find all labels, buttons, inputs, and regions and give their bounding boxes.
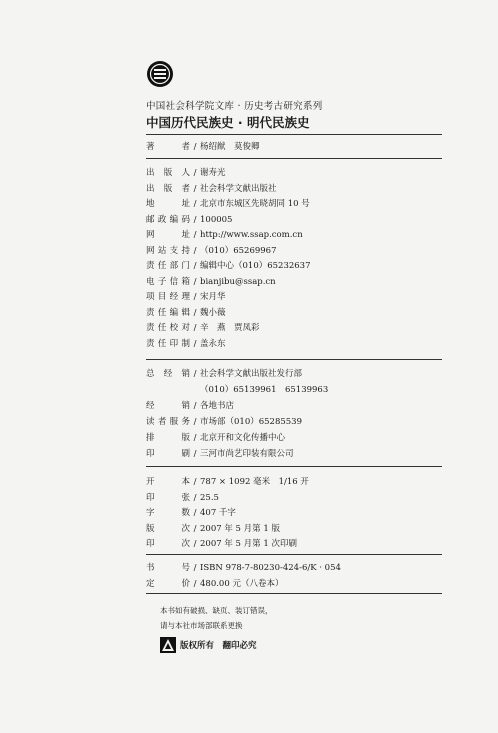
row-separator: /	[193, 508, 197, 518]
row-separator: /	[193, 292, 197, 302]
row-separator: /	[193, 168, 197, 178]
divider	[146, 158, 442, 159]
row-label: 责任校对	[146, 323, 190, 333]
row-separator: /	[193, 214, 197, 225]
row-value: 2007 年 5 月第 1 次印刷	[200, 539, 297, 549]
row-separator: /	[193, 261, 197, 271]
row-value: bianjibu@ssap.cn	[200, 276, 276, 287]
info-row	[146, 167, 226, 179]
info-row	[146, 338, 226, 350]
row-value: 杨绍猷 莫俊卿	[200, 142, 260, 152]
row-label: 经 销	[146, 401, 190, 411]
row-value: 盖永东	[200, 338, 226, 349]
row-value: 787 × 1092 毫米 1/16 开	[200, 477, 309, 487]
info-row	[146, 538, 297, 550]
row-value: 480.00 元（八卷本）	[200, 578, 284, 589]
divider	[146, 134, 442, 135]
row-separator: /	[193, 539, 197, 549]
row-label: 出 版 人	[146, 168, 190, 178]
row-separator: /	[193, 230, 197, 240]
rights-notice	[160, 637, 257, 653]
info-row	[146, 307, 226, 319]
info-row	[146, 198, 310, 210]
row-label: 版 次	[146, 523, 190, 534]
row-value: （010）65139961 65139963	[200, 385, 329, 395]
notice-line-2: 请与本社市场部联系更换	[160, 621, 243, 630]
row-separator: /	[193, 433, 197, 443]
info-row	[146, 416, 302, 428]
row-label: 读者服务	[146, 417, 190, 427]
row-value: 2007 年 5 月第 1 版	[200, 523, 280, 534]
info-row	[146, 229, 303, 241]
row-label: 总 经 销	[146, 369, 190, 379]
series-title: 中国社会科学院文库 · 历史考古研究系列	[146, 101, 323, 112]
info-row	[146, 384, 328, 396]
row-value: 北京市东城区先晓胡同 10 号	[200, 199, 310, 209]
row-value: 407 千字	[200, 508, 236, 518]
row-label: 印 刷	[146, 449, 190, 459]
info-row	[146, 476, 309, 488]
info-row	[146, 276, 276, 288]
row-value: 三河市尚艺印装有限公司	[200, 449, 294, 459]
row-separator: /	[193, 563, 197, 573]
row-label: 排 版	[146, 433, 190, 443]
divider	[146, 554, 442, 555]
info-row	[146, 448, 294, 460]
row-separator: /	[193, 578, 197, 589]
row-separator: /	[193, 523, 197, 534]
row-separator: /	[193, 183, 197, 194]
row-value: 辛 燕 贾凤彩	[200, 323, 260, 333]
row-label: 地 址	[146, 199, 190, 209]
row-separator: /	[193, 369, 197, 379]
row-value: 各地书店	[200, 401, 235, 411]
row-value: 宋月华	[200, 292, 226, 302]
row-label: 著 者	[146, 142, 190, 152]
row-label: 邮政编码	[146, 214, 190, 225]
divider	[146, 593, 442, 594]
row-separator: /	[193, 307, 197, 318]
info-row	[146, 523, 280, 535]
row-value: 市场部（010）65285539	[200, 417, 302, 427]
row-separator	[190, 384, 200, 396]
row-value: 编辑中心（010）65232637	[200, 261, 311, 271]
row-label: 责任编辑	[146, 307, 190, 318]
info-row	[146, 562, 341, 574]
row-separator: /	[193, 401, 197, 411]
divider	[146, 359, 442, 360]
row-label: 项目经理	[146, 292, 190, 302]
row-separator: /	[193, 276, 197, 287]
info-row	[146, 368, 302, 380]
info-row	[146, 432, 285, 444]
info-row	[146, 214, 232, 226]
copyright-warning-icon	[160, 637, 176, 653]
row-value: 魏小薇	[200, 307, 226, 318]
row-label: 印 次	[146, 539, 190, 549]
row-label: 印 张	[146, 492, 190, 503]
info-row	[146, 492, 219, 504]
row-value: 100005	[200, 214, 233, 225]
row-label: 网 址	[146, 230, 190, 240]
row-label: 字 数	[146, 508, 190, 518]
row-separator: /	[193, 142, 197, 152]
row-value: 谢寿光	[200, 168, 226, 178]
info-row	[146, 400, 234, 412]
row-value: ISBN 978-7-80230-424-6/K · 054	[200, 563, 341, 573]
row-label: 定 价	[146, 578, 190, 589]
row-separator: /	[193, 323, 197, 333]
info-row	[146, 507, 236, 519]
row-value: 北京开和文化传播中心	[200, 433, 286, 443]
row-value: http://www.ssap.com.cn	[200, 230, 303, 240]
info-row	[146, 260, 311, 272]
row-label: 开 本	[146, 477, 190, 487]
row-label: 责任印制	[146, 338, 190, 349]
authors-row	[146, 141, 260, 153]
info-row	[146, 291, 226, 303]
info-row	[146, 183, 277, 195]
row-separator: /	[193, 338, 197, 349]
notice-line-1: 本书如有破损、缺页、装订错误，	[160, 606, 273, 615]
row-label	[146, 384, 190, 396]
info-row	[146, 578, 283, 590]
row-label: 责任部门	[146, 261, 190, 271]
row-separator: /	[193, 245, 197, 256]
info-row	[146, 245, 277, 257]
row-value: 社会科学文献出版社	[200, 183, 277, 194]
info-row	[146, 322, 260, 334]
book-title: 中国历代民族史 · 明代民族史	[146, 115, 310, 130]
row-separator: /	[193, 199, 197, 209]
row-value: （010）65269967	[200, 245, 277, 256]
row-separator: /	[193, 449, 197, 459]
row-value: 社会科学文献出版社发行部	[200, 369, 303, 379]
row-separator: /	[193, 492, 197, 503]
divider	[146, 466, 442, 467]
row-label: 出 版 者	[146, 183, 190, 194]
publisher-logo-icon	[146, 60, 174, 88]
row-label: 网站支持	[146, 245, 190, 256]
rights-text: 版权所有 翻印必究	[180, 641, 257, 651]
row-separator: /	[193, 417, 197, 427]
row-value: 25.5	[200, 492, 219, 503]
row-label: 书 号	[146, 563, 190, 573]
row-label: 电子信箱	[146, 276, 190, 287]
row-separator: /	[193, 477, 197, 487]
